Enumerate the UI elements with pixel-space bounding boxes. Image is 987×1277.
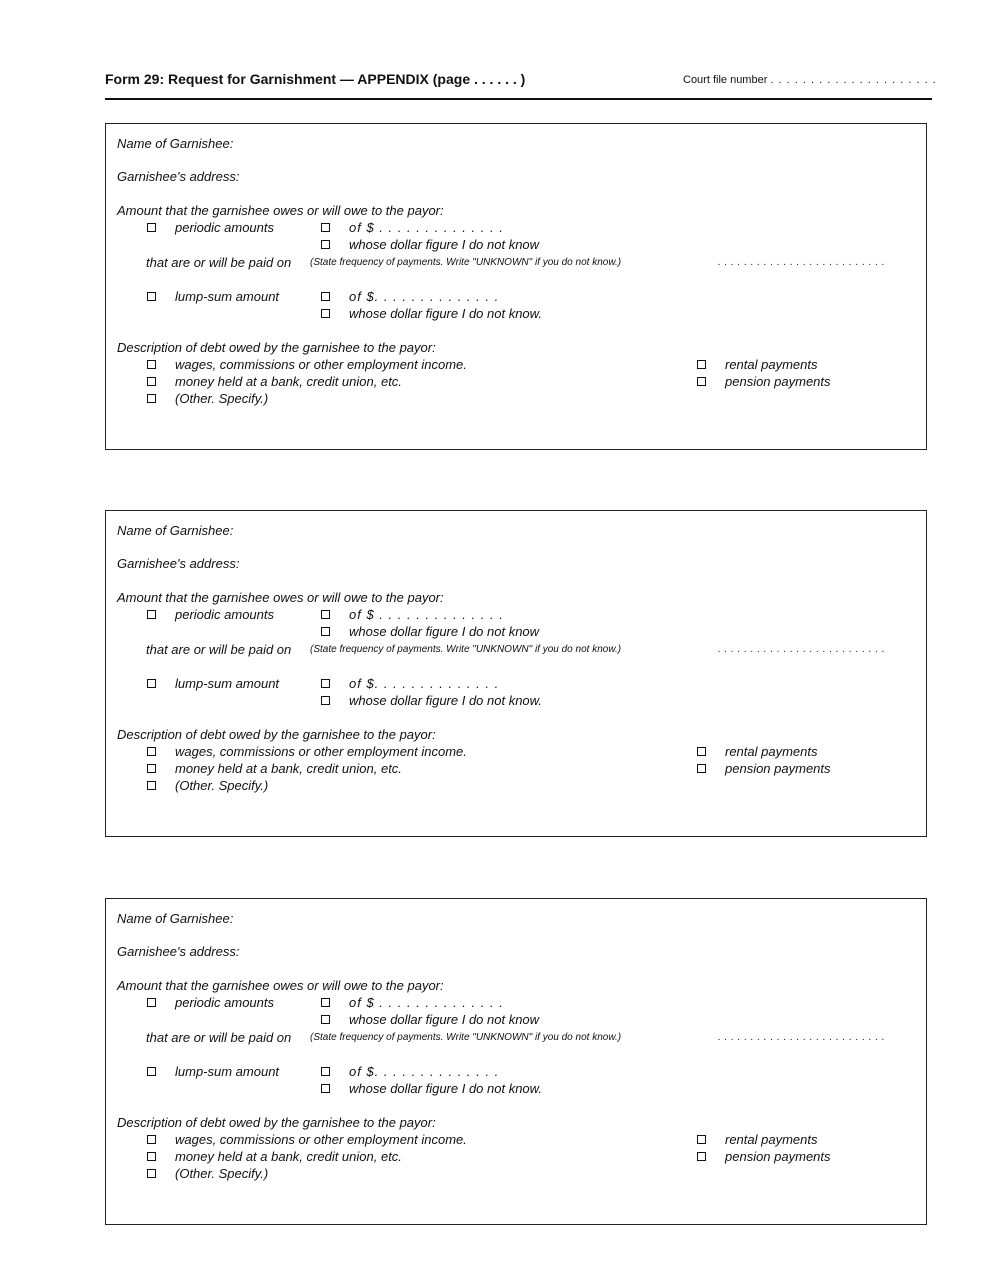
rental-label: rental payments — [725, 744, 818, 759]
money-bank-label: money held at a bank, credit union, etc. — [175, 761, 402, 776]
lump-of-amount-field[interactable]: of $. . . . . . . . . . . . . . — [349, 676, 500, 691]
garnishee-section-1 — [105, 123, 927, 450]
court-file-number-field[interactable]: . . . . . . . . . . . . . . . . . . . . . — [770, 74, 937, 86]
description-label: Description of debt owed by the garnishee to the payor: — [117, 340, 436, 355]
other-label: (Other. Specify.) — [175, 1166, 269, 1181]
periodic-of-amount-field[interactable]: of $ . . . . . . . . . . . . . . — [349, 220, 504, 235]
money-bank-checkbox[interactable] — [147, 764, 156, 773]
amount-owed-label: Amount that the garnishee owes or will owe to the payor: — [117, 978, 444, 993]
garnishee-section-3 — [105, 898, 927, 1225]
lump-unknown-label: whose dollar figure I do not know. — [349, 693, 542, 708]
form-header — [105, 70, 937, 100]
garnishee-address-label: Garnishee's address: — [117, 556, 240, 571]
periodic-unknown-label: whose dollar figure I do not know — [349, 237, 540, 252]
wages-checkbox[interactable] — [147, 747, 156, 756]
lump-sum-checkbox[interactable] — [147, 1067, 156, 1076]
periodic-of-amount-field[interactable]: of $ . . . . . . . . . . . . . . — [349, 607, 504, 622]
pension-checkbox[interactable] — [697, 377, 706, 386]
wages-label: wages, commissions or other employment income. — [175, 744, 467, 759]
pension-label: pension payments — [725, 761, 831, 776]
periodic-of-amount-checkbox[interactable] — [321, 223, 330, 232]
rental-label: rental payments — [725, 1132, 818, 1147]
amount-owed-label: Amount that the garnishee owes or will owe to the payor: — [117, 590, 444, 605]
other-checkbox[interactable] — [147, 394, 156, 403]
other-label: (Other. Specify.) — [175, 391, 269, 406]
lump-of-amount-checkbox[interactable] — [321, 292, 330, 301]
periodic-unknown-checkbox[interactable] — [321, 627, 330, 636]
money-bank-checkbox[interactable] — [147, 1152, 156, 1161]
lump-unknown-checkbox[interactable] — [321, 696, 330, 705]
pension-label: pension payments — [725, 374, 831, 389]
payment-frequency-field[interactable]: . . . . . . . . . . . . . . . . . . . . . . . . . . — [718, 257, 886, 268]
payment-frequency-field[interactable]: . . . . . . . . . . . . . . . . . . . . . . . . . . — [718, 1032, 886, 1043]
lump-of-amount-checkbox[interactable] — [321, 1067, 330, 1076]
rental-checkbox[interactable] — [697, 1135, 706, 1144]
wages-checkbox[interactable] — [147, 360, 156, 369]
money-bank-label: money held at a bank, credit union, etc. — [175, 374, 402, 389]
court-file-number — [683, 74, 937, 86]
other-checkbox[interactable] — [147, 781, 156, 790]
rental-label: rental payments — [725, 357, 818, 372]
money-bank-label: money held at a bank, credit union, etc. — [175, 1149, 402, 1164]
paid-on-label: that are or will be paid on — [146, 642, 292, 657]
periodic-unknown-checkbox[interactable] — [321, 240, 330, 249]
periodic-amounts-checkbox[interactable] — [147, 610, 156, 619]
periodic-amounts-checkbox[interactable] — [147, 223, 156, 232]
lump-unknown-label: whose dollar figure I do not know. — [349, 306, 542, 321]
lump-unknown-label: whose dollar figure I do not know. — [349, 1081, 542, 1096]
pension-checkbox[interactable] — [697, 764, 706, 773]
lump-sum-label: lump-sum amount — [175, 676, 280, 691]
description-label: Description of debt owed by the garnishee to the payor: — [117, 1115, 436, 1130]
periodic-unknown-label: whose dollar figure I do not know — [349, 1012, 540, 1027]
description-label: Description of debt owed by the garnishee to the payor: — [117, 727, 436, 742]
wages-label: wages, commissions or other employment income. — [175, 1132, 467, 1147]
garnishee-address-label: Garnishee's address: — [117, 944, 240, 959]
periodic-amounts-label: periodic amounts — [175, 995, 274, 1010]
lump-sum-checkbox[interactable] — [147, 292, 156, 301]
lump-unknown-checkbox[interactable] — [321, 1084, 330, 1093]
periodic-unknown-checkbox[interactable] — [321, 1015, 330, 1024]
lump-sum-label: lump-sum amount — [175, 289, 280, 304]
paid-on-note: (State frequency of payments. Write "UNKNOWN" if you do not know.) — [310, 1032, 622, 1043]
lump-of-amount-checkbox[interactable] — [321, 679, 330, 688]
paid-on-note: (State frequency of payments. Write "UNKNOWN" if you do not know.) — [310, 257, 622, 268]
garnishee-section-2 — [105, 510, 927, 837]
lump-of-amount-field[interactable]: of $. . . . . . . . . . . . . . — [349, 1064, 500, 1079]
payment-frequency-field[interactable]: . . . . . . . . . . . . . . . . . . . . . . . . . . — [718, 644, 886, 655]
wages-checkbox[interactable] — [147, 1135, 156, 1144]
lump-sum-checkbox[interactable] — [147, 679, 156, 688]
wages-label: wages, commissions or other employment income. — [175, 357, 467, 372]
periodic-of-amount-checkbox[interactable] — [321, 610, 330, 619]
lump-unknown-checkbox[interactable] — [321, 309, 330, 318]
paid-on-note: (State frequency of payments. Write "UNKNOWN" if you do not know.) — [310, 644, 622, 655]
paid-on-label: that are or will be paid on — [146, 255, 292, 270]
periodic-amounts-label: periodic amounts — [175, 607, 274, 622]
periodic-amounts-label: periodic amounts — [175, 220, 274, 235]
rental-checkbox[interactable] — [697, 360, 706, 369]
name-of-garnishee-label: Name of Garnishee: — [117, 523, 234, 538]
garnishee-address-label: Garnishee's address: — [117, 169, 240, 184]
periodic-unknown-label: whose dollar figure I do not know — [349, 624, 540, 639]
pension-label: pension payments — [725, 1149, 831, 1164]
pension-checkbox[interactable] — [697, 1152, 706, 1161]
lump-sum-label: lump-sum amount — [175, 1064, 280, 1079]
rental-checkbox[interactable] — [697, 747, 706, 756]
lump-of-amount-field[interactable]: of $. . . . . . . . . . . . . . — [349, 289, 500, 304]
periodic-of-amount-field[interactable]: of $ . . . . . . . . . . . . . . — [349, 995, 504, 1010]
name-of-garnishee-label: Name of Garnishee: — [117, 136, 234, 151]
form-title: Form 29: Request for Garnishment — APPENDIX (page . . . . . . ) — [105, 71, 526, 87]
other-label: (Other. Specify.) — [175, 778, 269, 793]
paid-on-label: that are or will be paid on — [146, 1030, 292, 1045]
other-checkbox[interactable] — [147, 1169, 156, 1178]
periodic-of-amount-checkbox[interactable] — [321, 998, 330, 1007]
periodic-amounts-checkbox[interactable] — [147, 998, 156, 1007]
money-bank-checkbox[interactable] — [147, 377, 156, 386]
court-file-label: Court file number — [683, 74, 768, 86]
name-of-garnishee-label: Name of Garnishee: — [117, 911, 234, 926]
amount-owed-label: Amount that the garnishee owes or will owe to the payor: — [117, 203, 444, 218]
